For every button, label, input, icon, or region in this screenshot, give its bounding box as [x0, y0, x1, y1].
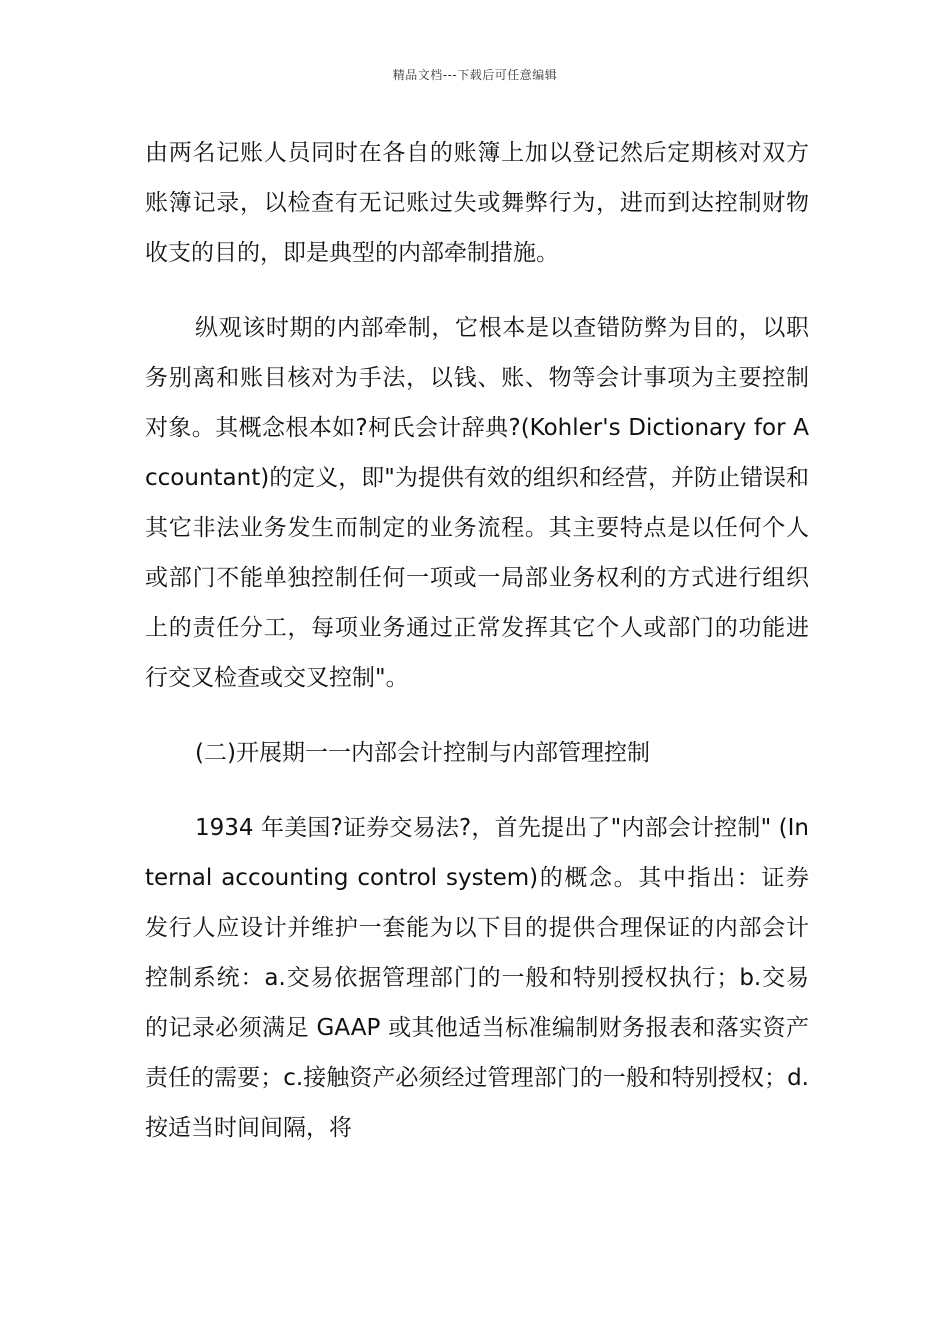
paragraph-internal-check-example: 由两名记账人员同时在各自的账簿上加以登记然后定期核对双方账簿记录，以检查有无记账过失或舞弊行为，进而到达控制财物收支的目的，即是典型的内部牵制措施。 — [145, 140, 809, 266]
paragraph-securities-act-1934: 1934 年美国?证券交易法?，首先提出了"内部会计控制" (Internal accounting control system)的概念。其中指出：证券发行人应设计并维护一套能为以下目的提供合理保证的内部会计控制系统：a.交易依据管理部门的一般和特别授权执行；b.交易的记录必须满足 GAAP 或其他适当标准编制财务报表和落实资产责任的需要；c.接触资产必须经过管理部门的一般和特别授权；d.按适当时间间隔，将 — [145, 815, 809, 1141]
page-header: 精品文档---下载后可任意编辑 — [392, 68, 558, 82]
section-heading-development-period: (二)开展期一一内部会计控制与内部管理控制 — [195, 740, 650, 766]
paragraph-internal-check-summary: 纵观该时期的内部牵制，它根本是以查错防弊为目的，以职务别离和账目核对为手法，以钱、账、物等会计事项为主要控制对象。其概念根本如?柯氏会计辞典?(Kohler's Dictionary for Accountant)的定义，即"为提供有效的组织和经营，并防止错误和其它非法业务发生而制定的业务流程。其主要特点是以任何个人或部门不能单独控制任何一项或一局部业务权利的方式进行组织上的责任分工，每项业务通过正常发挥其它个人或部门的功能进行交叉检查或交叉控制"。 — [145, 315, 809, 691]
document-body — [145, 128, 809, 1178]
